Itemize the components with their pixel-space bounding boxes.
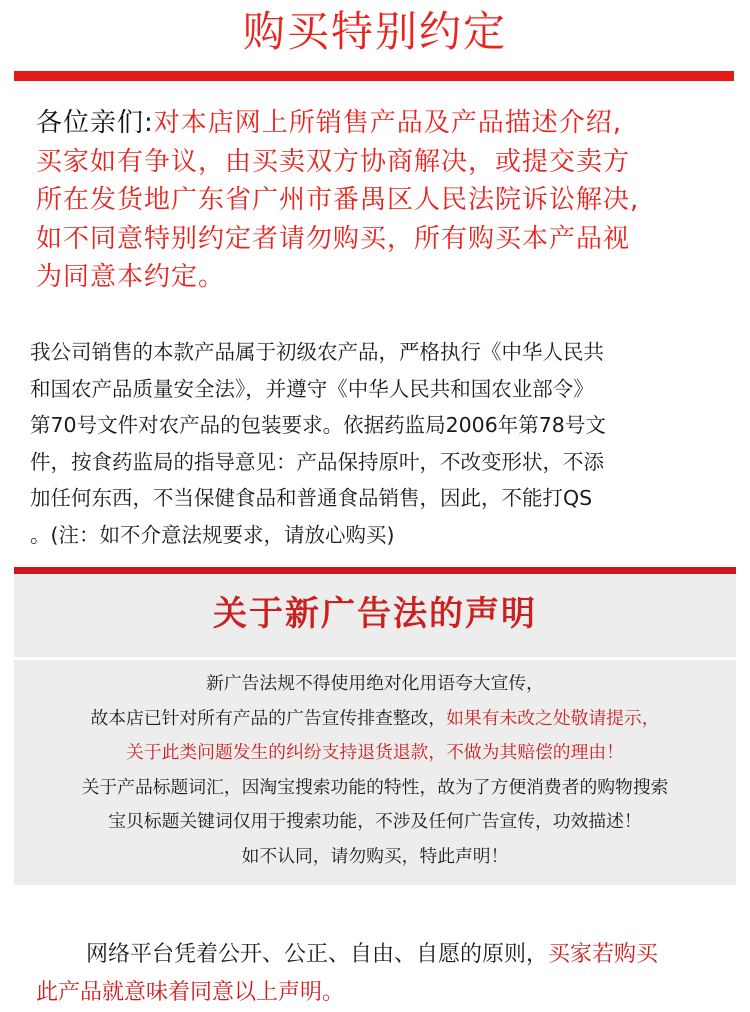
notice-line: 我公司销售的本款产品属于初级农产品，严格执行《中华人民共 xyxy=(30,340,604,364)
notice-line: 加任何东西，不当保健食品和普通食品销售，因此，不能打QS xyxy=(30,486,593,510)
ad-law-body xyxy=(14,667,736,874)
terms-text: 对本店网上所销售产品及产品描述介绍, xyxy=(153,108,623,138)
closing-highlight: 买家若购买 xyxy=(548,942,659,967)
closing-statement xyxy=(36,936,736,1012)
ad-law-heading: 关于新广告法的声明 xyxy=(213,594,537,634)
ad-law-line xyxy=(14,702,736,737)
ad-law-highlight: 如果有未改之处敬请提示， xyxy=(446,707,660,729)
terms-lead: 各位亲们: xyxy=(36,108,154,138)
panel-divider xyxy=(14,657,736,660)
closing-line xyxy=(36,936,736,974)
ad-law-panel xyxy=(14,567,736,885)
page-title: 购买特别约定 xyxy=(242,7,507,56)
notice-line: 件，按食药监局的指导意见：产品保持原叶，不改变形状，不添 xyxy=(30,449,604,474)
ad-law-line: 新广告法规不得使用绝对化用语夸大宣传， xyxy=(206,673,544,694)
ad-law-line: 关于产品标题词汇，因淘宝搜索功能的特性，故为了方便消费者的购物搜索 xyxy=(81,776,669,798)
ad-law-line: 宝贝标题关键词仅用于搜索功能，不涉及任何广告宣传，功效描述！ xyxy=(108,811,642,832)
regulation-notice xyxy=(30,334,742,553)
terms-line: 买家如有争议，由买卖双方协商解决，或提交卖方 xyxy=(36,146,631,177)
title-divider xyxy=(14,71,734,81)
terms-line: 为同意本约定。 xyxy=(36,262,226,292)
ad-law-text: 故本店已针对所有产品的广告宣传排查整改， xyxy=(90,707,447,729)
notice-line: 。(注：如不介意法规要求，请放心购买) xyxy=(30,522,395,547)
purchase-terms xyxy=(36,104,736,297)
notice-line: 和国农产品质量安全法》，并遵守《中华人民共和国农业部令》 xyxy=(30,376,594,401)
closing-highlight-line: 此产品就意味着同意以上声明。 xyxy=(36,980,345,1005)
notice-line: 第70号文件对农产品的包装要求。依据药监局2006年第78号文 xyxy=(30,413,606,437)
terms-line: 所在发货地广东省广州市番禺区人民法院诉讼解决, xyxy=(36,185,640,215)
panel-top-bar xyxy=(14,567,736,574)
ad-law-line: 如不认同，请勿购买，特此声明！ xyxy=(241,845,509,867)
terms-line xyxy=(36,104,736,143)
terms-line: 如不同意特别约定者请勿购买，所有购买本产品视 xyxy=(36,223,631,254)
ad-law-highlight-line: 关于此类问题发生的纠纷支持退货退款，不做为其赔偿的理由！ xyxy=(126,742,624,763)
closing-text: 网络平台凭着公开、公正、自由、自愿的原则， xyxy=(86,942,549,967)
